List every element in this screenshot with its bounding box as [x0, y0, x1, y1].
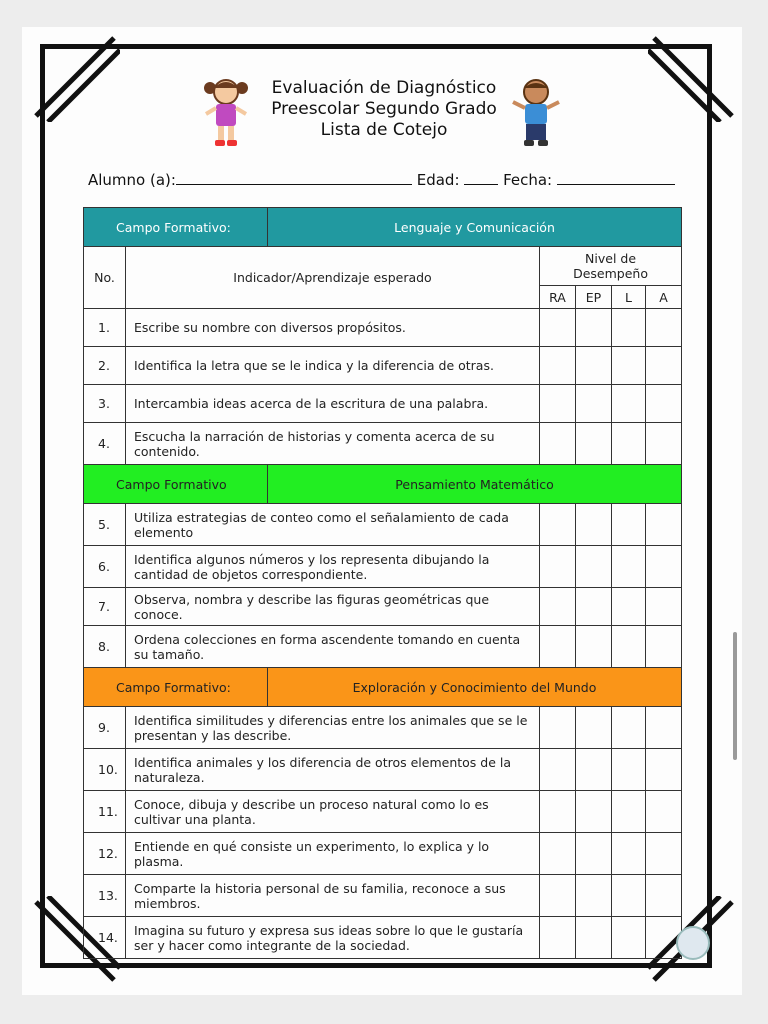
section-label: Campo Formativo: [84, 208, 268, 247]
mark-cell-l[interactable] [612, 791, 646, 833]
alumno-blank[interactable] [176, 170, 412, 185]
edad-label: Edad: [416, 171, 460, 189]
mark-cell-a[interactable] [646, 707, 682, 749]
item-number: 9. [84, 707, 126, 749]
section-label: Campo Formativo: [84, 668, 268, 707]
mark-cell-ra[interactable] [540, 588, 576, 626]
document-title [256, 78, 512, 141]
item-text: Identifica animales y los diferencia de otros elementos de la naturaleza. [126, 749, 540, 791]
mark-cell-l[interactable] [612, 707, 646, 749]
item-number: 5. [84, 504, 126, 546]
mark-cell-ep[interactable] [576, 749, 612, 791]
mark-cell-ra[interactable] [540, 546, 576, 588]
mark-cell-l[interactable] [612, 749, 646, 791]
table-row [84, 791, 682, 833]
mark-cell-a[interactable] [646, 588, 682, 626]
mark-cell-l[interactable] [612, 626, 646, 668]
mark-cell-ra[interactable] [540, 309, 576, 347]
section-header [84, 208, 682, 247]
mark-cell-a[interactable] [646, 626, 682, 668]
girl-illustration [200, 76, 252, 152]
mark-cell-a[interactable] [646, 504, 682, 546]
nivel-header: Nivel de Desempeño [540, 247, 682, 286]
item-text: Entiende en qué consiste un experimento, lo explica y lo plasma. [126, 833, 540, 875]
mark-cell-a[interactable] [646, 385, 682, 423]
mark-cell-a[interactable] [646, 875, 682, 917]
mark-cell-a[interactable] [646, 833, 682, 875]
level-ep-header: EP [576, 286, 612, 309]
section-header [84, 465, 682, 504]
item-number: 11. [84, 791, 126, 833]
mark-cell-a[interactable] [646, 347, 682, 385]
edad-blank[interactable] [464, 170, 498, 185]
table-row [84, 875, 682, 917]
mark-cell-ep[interactable] [576, 385, 612, 423]
item-text: Identifica la letra que se le indica y la diferencia de otras. [126, 347, 540, 385]
mark-cell-ra[interactable] [540, 423, 576, 465]
section-name: Lenguaje y Comunicación [268, 208, 682, 247]
mark-cell-ra[interactable] [540, 791, 576, 833]
title-line-2: Preescolar Segundo Grado [271, 99, 497, 119]
item-text: Intercambia ideas acerca de la escritura de una palabra. [126, 385, 540, 423]
mark-cell-ep[interactable] [576, 504, 612, 546]
item-number: 1. [84, 309, 126, 347]
mark-cell-ep[interactable] [576, 875, 612, 917]
table-header [84, 247, 682, 286]
level-l-header: L [612, 286, 646, 309]
item-text: Escucha la narración de historias y comenta acerca de su contenido. [126, 423, 540, 465]
table-row [84, 423, 682, 465]
mark-cell-a[interactable] [646, 749, 682, 791]
table-row [84, 707, 682, 749]
mark-cell-l[interactable] [612, 504, 646, 546]
indicador-header: Indicador/Aprendizaje esperado [126, 247, 540, 309]
mark-cell-ep[interactable] [576, 707, 612, 749]
mark-cell-a[interactable] [646, 791, 682, 833]
table-row [84, 749, 682, 791]
table-row [84, 833, 682, 875]
item-text: Observa, nombra y describe las figuras geométricas que conoce. [126, 588, 540, 626]
alumno-label: Alumno (a): [88, 171, 176, 189]
table-row [84, 626, 682, 668]
mark-cell-ra[interactable] [540, 917, 576, 959]
item-number: 14. [84, 917, 126, 959]
mark-cell-l[interactable] [612, 309, 646, 347]
mark-cell-ra[interactable] [540, 875, 576, 917]
mark-cell-ep[interactable] [576, 917, 612, 959]
mark-cell-l[interactable] [612, 833, 646, 875]
table-row [84, 385, 682, 423]
student-info-line [88, 170, 688, 189]
mark-cell-ep[interactable] [576, 546, 612, 588]
table-row [84, 917, 682, 959]
item-text: Escribe su nombre con diversos propósitos. [126, 309, 540, 347]
item-number: 6. [84, 546, 126, 588]
mark-cell-ep[interactable] [576, 588, 612, 626]
mark-cell-a[interactable] [646, 423, 682, 465]
title-line-1: Evaluación de Diagnóstico [271, 78, 497, 98]
table-row [84, 588, 682, 626]
item-number: 8. [84, 626, 126, 668]
header [200, 76, 568, 154]
mark-cell-ra[interactable] [540, 749, 576, 791]
item-number: 10. [84, 749, 126, 791]
section-header [84, 668, 682, 707]
title-line-3: Lista de Cotejo [320, 120, 448, 140]
mark-cell-l[interactable] [612, 875, 646, 917]
item-number: 13. [84, 875, 126, 917]
mark-cell-ra[interactable] [540, 385, 576, 423]
mark-cell-l[interactable] [612, 347, 646, 385]
table-row [84, 504, 682, 546]
mark-cell-ra[interactable] [540, 347, 576, 385]
mark-cell-ep[interactable] [576, 423, 612, 465]
item-text: Utiliza estrategias de conteo como el señalamiento de cada elemento [126, 504, 540, 546]
item-number: 4. [84, 423, 126, 465]
mark-cell-ra[interactable] [540, 626, 576, 668]
table-row [84, 347, 682, 385]
mark-cell-ep[interactable] [576, 791, 612, 833]
mark-cell-a[interactable] [646, 546, 682, 588]
table-row [84, 546, 682, 588]
mark-cell-ra[interactable] [540, 833, 576, 875]
mark-cell-ep[interactable] [576, 833, 612, 875]
item-text: Imagina su futuro y expresa sus ideas sobre lo que le gustaría ser y hacer como integrante de la sociedad. [126, 917, 540, 959]
item-number: 12. [84, 833, 126, 875]
item-text: Ordena colecciones en forma ascendente tomando en cuenta su tamaño. [126, 626, 540, 668]
section-name: Pensamiento Matemático [268, 465, 682, 504]
mark-cell-a[interactable] [646, 309, 682, 347]
fecha-label: Fecha: [503, 171, 553, 189]
item-text: Identifica algunos números y los representa dibujando la cantidad de objetos correspondiente. [126, 546, 540, 588]
mark-cell-ep[interactable] [576, 626, 612, 668]
level-a-header: A [646, 286, 682, 309]
item-number: 7. [84, 588, 126, 626]
level-ra-header: RA [540, 286, 576, 309]
mark-cell-l[interactable] [612, 917, 646, 959]
mark-cell-ep[interactable] [576, 309, 612, 347]
table-row [84, 309, 682, 347]
mark-cell-ra[interactable] [540, 504, 576, 546]
author-logo [676, 926, 710, 960]
mark-cell-l[interactable] [612, 423, 646, 465]
mark-cell-ra[interactable] [540, 707, 576, 749]
mark-cell-l[interactable] [612, 546, 646, 588]
mark-cell-l[interactable] [612, 385, 646, 423]
boy-illustration [508, 76, 564, 152]
fecha-blank[interactable] [557, 170, 675, 185]
mark-cell-ep[interactable] [576, 347, 612, 385]
scrollbar[interactable] [733, 632, 737, 760]
item-text: Identifica similitudes y diferencias entre los animales que se le presentan y las describe. [126, 707, 540, 749]
section-name: Exploración y Conocimiento del Mundo [268, 668, 682, 707]
item-number: 3. [84, 385, 126, 423]
item-text: Conoce, dibuja y describe un proceso natural como lo es cultivar una planta. [126, 791, 540, 833]
item-text: Comparte la historia personal de su familia, reconoce a sus miembros. [126, 875, 540, 917]
mark-cell-l[interactable] [612, 588, 646, 626]
checklist-table [83, 207, 682, 959]
item-number: 2. [84, 347, 126, 385]
section-label: Campo Formativo [84, 465, 268, 504]
no-header: No. [84, 247, 126, 309]
